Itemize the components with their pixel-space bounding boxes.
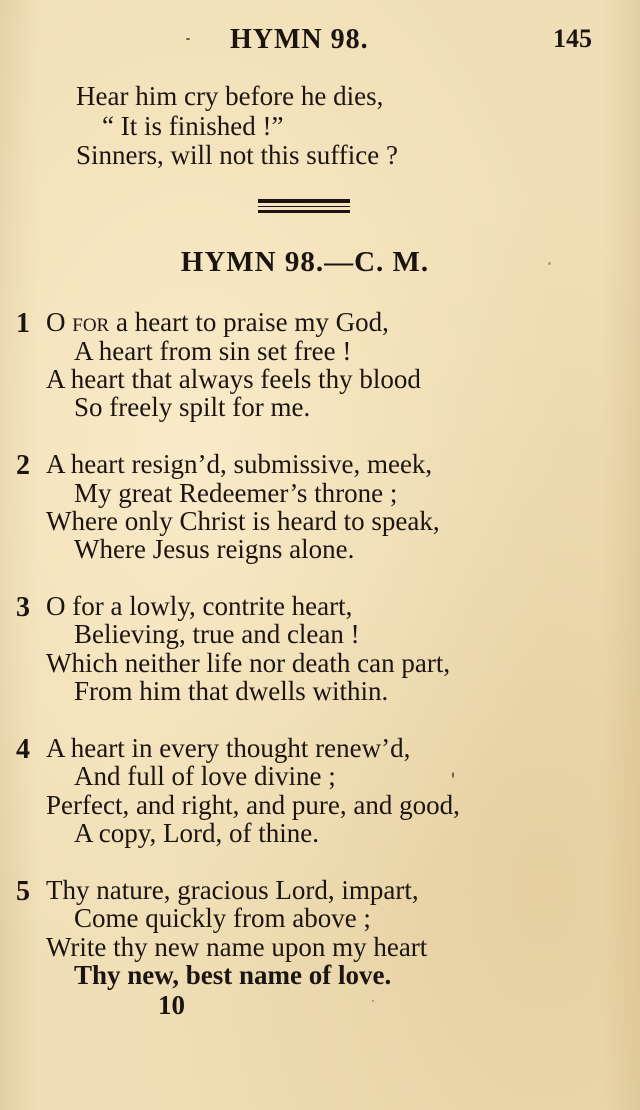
- verse-line: A heart that always feels thy blood: [46, 364, 421, 394]
- verse-line: Thy new, best name of love.: [74, 960, 392, 990]
- paper-speck: [452, 772, 454, 778]
- running-title: HYMN 98.: [230, 24, 369, 55]
- verse-line: Hear him cry before he dies,: [76, 81, 384, 111]
- verse-line: Come quickly from above ;: [74, 903, 371, 933]
- verse-line: My great Redeemer’s throne ;: [74, 478, 398, 508]
- verse-line: A copy, Lord, of thine.: [74, 818, 319, 848]
- page-number: 145: [553, 24, 592, 53]
- verse-line: Where Jesus reigns alone.: [74, 534, 355, 564]
- stanza-number: 5: [16, 876, 30, 907]
- verse-line: And full of love divine ;: [74, 761, 336, 791]
- verse-line: A heart resign’d, submissive, meek,: [46, 449, 433, 479]
- hymn-heading: HYMN 98.—C. M.: [180, 246, 430, 278]
- verse-line: Write thy new name upon my heart: [46, 932, 428, 962]
- paper-speck: [186, 38, 190, 40]
- stanza-number: 4: [16, 734, 30, 765]
- verse-line: O for a heart to praise my God,: [46, 307, 389, 337]
- verse-line: O for a lowly, contrite heart,: [46, 591, 353, 621]
- verse-line: Where only Christ is heard to speak,: [46, 506, 440, 536]
- verse-line: Sinners, will not this suffice ?: [76, 140, 398, 170]
- section-divider-rule: [258, 199, 350, 213]
- verse-line: A heart from sin set free !: [74, 336, 352, 366]
- verse-line: Which neither life nor death can part,: [46, 648, 451, 678]
- verse-line: Believing, true and clean !: [74, 619, 360, 649]
- stanza-number: 2: [16, 450, 30, 481]
- paper-speck: [548, 262, 551, 265]
- signature-mark: 10: [158, 990, 185, 1020]
- verse-line: Perfect, and right, and pure, and good,: [46, 790, 460, 820]
- stanza-number: 3: [16, 592, 30, 623]
- verse-line: Thy nature, gracious Lord, impart,: [46, 875, 419, 905]
- stanza-number: 1: [16, 308, 30, 339]
- running-head: [0, 24, 640, 60]
- verse-line: From him that dwells within.: [74, 676, 389, 706]
- verse-line: So freely spilt for me.: [74, 392, 311, 422]
- verse-line: “ It is finished !”: [102, 111, 284, 141]
- verse-line: A heart in every thought renew’d,: [46, 733, 411, 763]
- paper-speck: [372, 1000, 374, 1002]
